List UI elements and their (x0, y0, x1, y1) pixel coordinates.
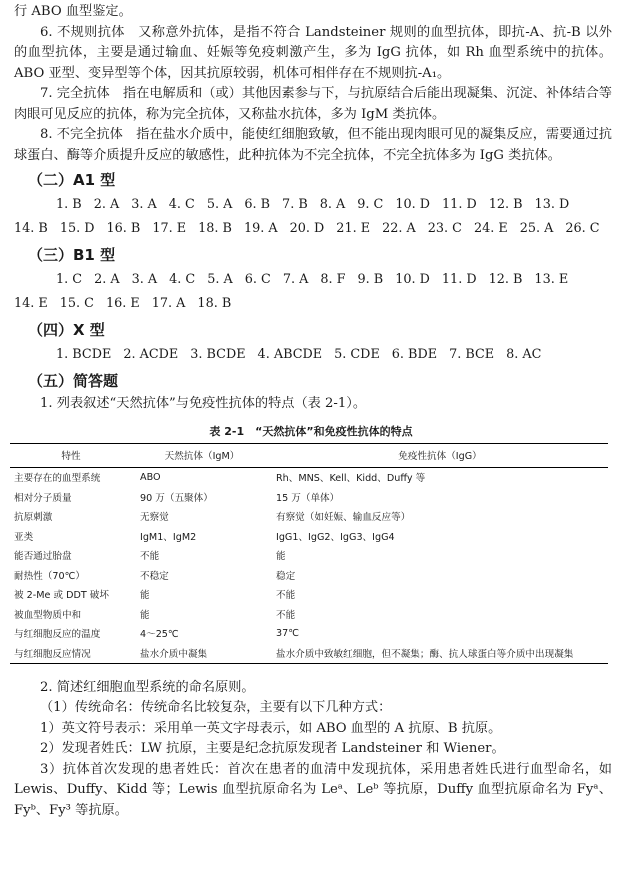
answer-item: 2. ACDE (123, 347, 179, 362)
answer-item: 18. B (198, 221, 232, 236)
answer-item: 1. C (56, 272, 83, 287)
table-cell: 4～25℃ (140, 629, 179, 641)
table-cell: 15 万（单体） (276, 492, 340, 504)
table-row (10, 507, 608, 527)
answer-item: 19. A (243, 221, 278, 236)
table-cell: 主要存在的血型系统 (14, 473, 101, 485)
answer-item: 7. B (282, 197, 308, 212)
table-cell: 能 (276, 551, 286, 563)
table-cell: 无察觉 (140, 512, 169, 524)
answer-item: 6. B (244, 197, 271, 212)
answer-item: 6. C (244, 272, 271, 287)
table-header-row (10, 443, 608, 467)
table-cell: 盐水介质中致敏红细胞，但不凝集；酶、抗人球蛋白等介质中出现凝集 (276, 648, 574, 660)
section-title-a1: （二）A1 型 (28, 171, 116, 189)
answer-item: 5. A (207, 272, 233, 287)
table-cell: 不能 (276, 590, 296, 602)
answer-item: 15. C (59, 296, 94, 311)
table-header-cell: 天然抗体（IgM） (164, 451, 240, 462)
intro-line: 行 ABO 血型鉴定。 (14, 4, 132, 19)
table-cell: 与红细胞反应的温度 (14, 629, 101, 641)
table-cell: 有察觉（如妊娠、输血反应等） (276, 512, 411, 524)
table-row (10, 526, 608, 546)
answer-item: 11. D (441, 272, 477, 287)
table-cell: IgM1、IgM2 (140, 531, 197, 543)
table-row (10, 467, 608, 487)
answer-item: 6. BDE (391, 347, 438, 362)
answer-item: 23. C (427, 221, 462, 236)
answer-item: 20. D (289, 221, 325, 236)
table-row (10, 565, 608, 585)
paragraph-irregular-antibody: 6. 不规则抗体 又称意外抗体，是指不符合 Landsteiner 规则的血型抗体，即抗-A、抗-B 以外的血型抗体，主要是通过输血、妊娠等免疫刺激产生，多为 IgG 抗体，如 Rh 血型系统中的抗体。ABO 亚型、变异型等个体，因其抗原较弱，机体可相伴存在不规则抗-A₁。 (14, 24, 612, 81)
answer-item: 26. C (565, 221, 600, 236)
answer-item: 14. B (14, 221, 48, 236)
naming-discoverer: 2）发现者姓氏：LW 抗原，主要是纪念抗原发现者 Landsteiner 和 Wiener。 (40, 741, 505, 756)
table-cell: ABO (140, 471, 161, 483)
answer-item: 15. D (59, 221, 95, 236)
section-title-b1: （三）B1 型 (28, 246, 116, 264)
answer-item: 13. D (534, 197, 570, 212)
answer-item: 8. F (320, 272, 346, 287)
table-cell: 能 (140, 609, 150, 621)
table-cell: 不能 (276, 609, 296, 621)
table-cell: Rh、MNS、Kell、Kidd、Duffy 等 (276, 473, 426, 485)
table-header-cell: 特性 (61, 451, 81, 462)
table-row (10, 546, 608, 566)
answer-item: 4. C (168, 197, 195, 212)
answer-item: 3. A (131, 272, 158, 287)
naming-patient: 3）抗体首次发现的患者姓氏：首次在患者的血清中发现抗体，采用患者姓氏进行血型命名，如 Lewis、Duffy、Kidd 等；Lewis 血型抗原命名为 Leᵃ、Leᵇ 等抗原，Duffy 血型抗原命名为 Fyᵃ、Fyᵇ、Fy³ 等抗原。 (14, 761, 612, 818)
answer-item: 3. A (131, 197, 157, 212)
answer-item: 11. D (442, 197, 477, 212)
table-cell: 亚类 (14, 531, 34, 543)
answer-item: 7. BCE (449, 347, 495, 362)
table-row (10, 624, 608, 644)
paragraph-incomplete-antibody: 8. 不完全抗体 指在盐水介质中，能使红细胞致敏，但不能出现肉眼可见的凝集反应，需要通过抗球蛋白、酶等介质提升反应的敏感性，此种抗体为不完全抗体，不完全抗体多为 IgG 类抗体。 (14, 127, 612, 163)
answer-row (14, 292, 612, 316)
table-cell: 不稳定 (140, 570, 169, 582)
answer-row (14, 193, 612, 217)
table-cell: IgG1、IgG2、IgG3、IgG4 (276, 531, 395, 543)
answer-item: 25. A (519, 221, 554, 236)
answer-item: 13. E (534, 272, 569, 287)
answer-item: 5. CDE (334, 347, 380, 362)
answer-item: 8. AC (506, 347, 542, 362)
table-title: 表 2-1 “天然抗体”和免疫性抗体的特点 (209, 424, 413, 438)
table-row (10, 643, 608, 663)
naming-traditional: （1）传统命名：传统命名比较复杂，主要有以下几种方式： (40, 700, 392, 715)
antibody-table (10, 443, 608, 664)
answer-item: 10. D (395, 272, 430, 287)
section-title-short: （五）简答题 (28, 372, 119, 390)
table-cell: 能 (140, 590, 150, 602)
answer-item: 8. A (319, 197, 346, 212)
table-cell: 被血型物质中和 (14, 609, 82, 621)
answer-item: 22. A (382, 221, 416, 236)
answer-row (14, 268, 612, 292)
answer-item: 16. E (105, 296, 140, 311)
table-row (10, 585, 608, 605)
answer-item: 4. ABCDE (257, 347, 323, 362)
answer-item: 1. BCDE (56, 347, 112, 362)
table-row (10, 487, 608, 507)
answer-row (14, 217, 612, 241)
question-2: 2. 简述红细胞血型系统的命名原则。 (40, 679, 255, 695)
table-cell: 稳定 (276, 570, 296, 582)
answer-item: 17. A (151, 296, 186, 311)
naming-letter: 1）英文符号表示：采用单一英文字母表示，如 ABO 血型的 A 抗原、B 抗原。 (40, 720, 502, 736)
answer-item: 10. D (395, 197, 431, 212)
table-cell: 相对分子质量 (14, 492, 72, 504)
answer-item: 4. C (169, 272, 196, 287)
answer-item: 1. B (56, 197, 82, 212)
answer-item: 2. A (93, 197, 120, 212)
answer-item: 21. E (336, 221, 371, 236)
table-cell: 盐水介质中凝集 (140, 648, 208, 660)
paragraph-complete-antibody: 7. 完全抗体 指在电解质和（或）其他因素参与下，与抗原结合后能出现凝集、沉淀、补体结合等肉眼可见反应的抗体，称为完全抗体，又称盐水抗体，多为 IgM 类抗体。 (14, 86, 612, 122)
answer-item: 18. B (197, 296, 232, 311)
table-cell: 抗原刺激 (14, 512, 53, 524)
answer-row (14, 343, 612, 367)
answer-item: 14. E (14, 296, 48, 311)
answer-item: 9. C (357, 197, 384, 212)
answer-item: 12. B (488, 272, 523, 287)
table-cell: 37℃ (276, 627, 299, 639)
answer-item: 24. E (473, 221, 508, 236)
table-cell: 能否通过胎盘 (14, 551, 72, 563)
answer-item: 2. A (94, 272, 120, 287)
table-row (10, 604, 608, 624)
table-cell: 耐热性（70℃） (14, 570, 85, 582)
answer-item: 16. B (106, 221, 141, 236)
table-cell: 90 万（五聚体） (140, 492, 213, 504)
section-title-x: （四）X 型 (28, 321, 105, 339)
question-1: 1. 列表叙述“天然抗体”与免疫性抗体的特点（表 2-1）。 (40, 396, 367, 411)
answer-item: 7. A (282, 272, 309, 287)
answer-item: 5. A (206, 197, 233, 212)
table-cell: 与红细胞反应情况 (14, 648, 91, 660)
table-header-cell: 免疫性抗体（IgG） (398, 451, 482, 462)
answer-item: 3. BCDE (190, 347, 246, 362)
answer-item: 12. B (488, 197, 523, 212)
answer-item: 9. B (357, 272, 384, 287)
answer-item: 17. E (152, 221, 187, 236)
table-cell: 被 2-Me 或 DDT 破坏 (14, 590, 109, 602)
table-cell: 不能 (140, 551, 160, 563)
